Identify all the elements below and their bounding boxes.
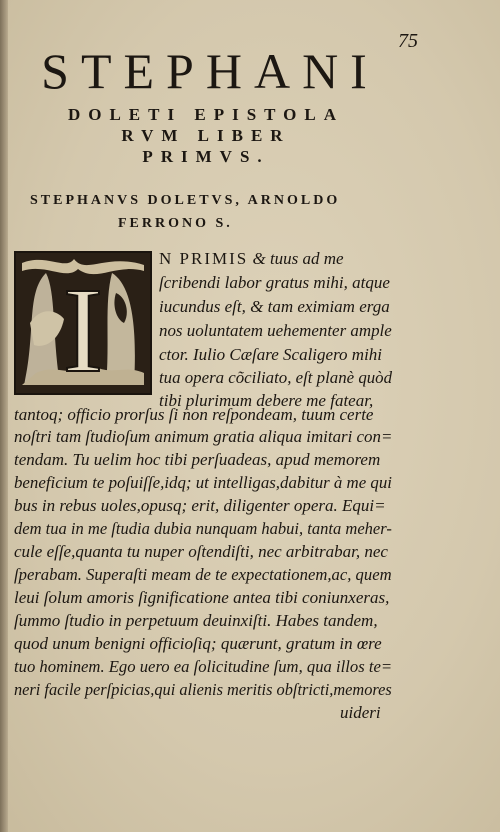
subtitle-line-2: RVM LIBER [121,126,291,145]
text-line-catchword: uideri [340,703,381,722]
text-line-first [159,250,344,267]
subtitle-line-3: PRIMVS. [142,147,270,166]
first-line-rest: & tuus ad me [248,249,344,268]
text-line: tibi plurimum debere me fatear, [159,391,374,410]
text-line: tendam. Tu uelim hoc tibi perſuadeas, apud memorem [14,450,381,469]
salutation-line-1: STEPHANVS DOLETVS, ARNOLDO [30,193,341,208]
page-number: 75 [398,30,418,52]
text-line: bus in rebus uoles,opusq; erit, diligenter opera. Equi= [14,496,386,515]
subtitle-line-1: DOLETI EPISTOLA [67,105,345,124]
text-line: neri facile perſpicias,qui alienis meritis obſtricti,memores [14,680,392,699]
text-line: ctor. Iulio Cæſare Scaligero mihi [159,345,383,364]
text-line: tuo hominem. Ego uero ea ſolicitudine ſum, qua illos te= [14,657,393,676]
salutation-line-2: FERRONO S. [118,216,233,231]
text-line: quod unum benigni officioſiq; quærunt, gratum in œre [14,634,382,653]
first-line-caps: N PRIMIS [159,249,249,268]
text-line: ſcribendi labor gratus mihi, atque [159,273,390,292]
text-line: beneficium te poſuiſſe,idq; ut intelligas,dabitur à me qui [14,473,392,492]
decorated-initial-woodcut [14,251,152,395]
text-line: leui ſolum amoris ſignificatione antea tibi coniunxeras, [14,588,390,607]
text-line: ſperabam. Superaſti meam de te expectationem,ac, quem [14,565,392,584]
initial-letter: I [62,263,104,393]
text-line: tua opera cõciliato, eſt planè quòd [159,368,393,387]
page-gutter [0,0,8,832]
text-line: iucundus eſt, & tam eximiam erga [159,297,390,316]
text-line: tantoq; officio prorſus ſi non reſpondeam, tuum certe [14,405,374,424]
page-title: STEPHANI [41,43,379,99]
text-line: noſtri tam ſtudioſum animum gratia aliqua imitari con= [14,427,393,446]
text-line: nos uoluntatem uehementer ample [159,321,392,340]
text-line: dem tua in me ſtudia dubia nunquam habui, tanta meher- [14,519,392,538]
text-line: ſummo ſtudio in perpetuum deuinxiſti. Habes tandem, [14,611,378,630]
text-line: cule eſſe,quanta tu nuper oſtendiſti, nec arbitrabar, nec [14,542,388,561]
